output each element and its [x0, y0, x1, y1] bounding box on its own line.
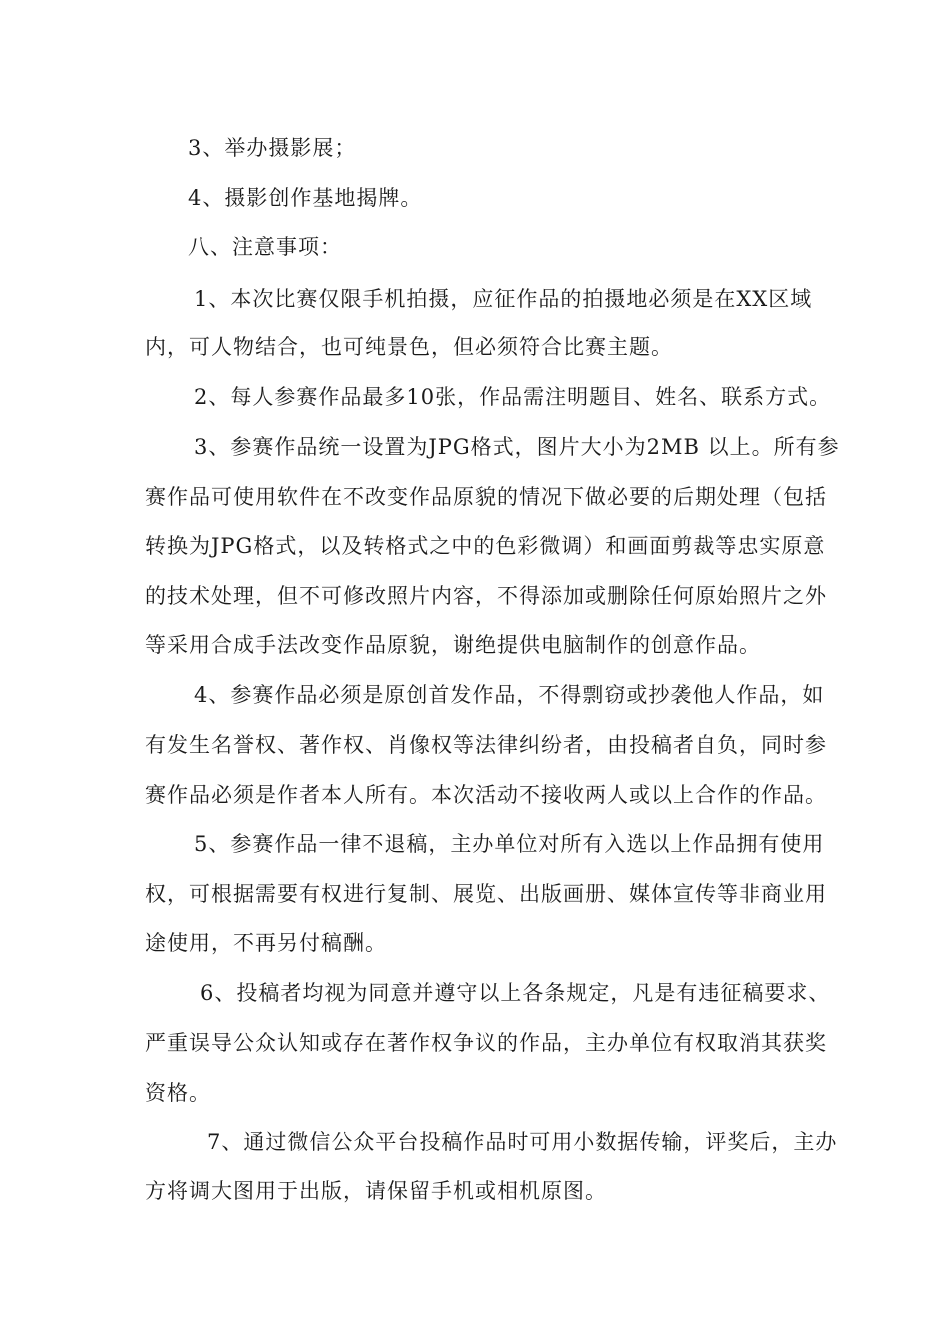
note-5-line-2: 权，可根据需要有权进行复制、展览、出版画册、媒体宣传等非商业用	[145, 882, 827, 906]
note-4-line-1: 4、参赛作品必须是原创首发作品，不得剽窃或抄袭他人作品，如	[194, 683, 825, 707]
section-heading-notes: 八、注意事项：	[188, 235, 342, 259]
note-3-line-3: 转换为JPG格式，以及转格式之中的色彩微调）和画面剪裁等忠实原意	[145, 534, 826, 558]
note-5-line-1: 5、参赛作品一律不退稿，主办单位对所有入选以上作品拥有使用	[194, 832, 825, 856]
note-3-line-5: 等采用合成手法改变作品原貌，谢绝提供电脑制作的创意作品。	[145, 633, 761, 657]
note-3-line-2: 赛作品可使用软件在不改变作品原貌的情况下做必要的后期处理（包括	[145, 485, 827, 509]
note-6-line-3: 资格。	[145, 1081, 211, 1105]
note-3-line-1: 3、参赛作品统一设置为JPG格式，图片大小为2MB 以上。所有参	[194, 435, 840, 459]
note-6-line-2: 严重误导公众认知或存在著作权争议的作品，主办单位有权取消其获奖	[145, 1031, 827, 1055]
note-2-line-1: 2、每人参赛作品最多10张，作品需注明题目、姓名、联系方式。	[194, 385, 832, 409]
note-1-line-1: 1、本次比赛仅限手机拍摄，应征作品的拍摄地必须是在XX区域	[194, 287, 813, 311]
note-7-line-1: 7、通过微信公众平台投稿作品时可用小数据传输，评奖后，主办	[207, 1130, 838, 1154]
note-7-line-2: 方将调大图用于出版，请保留手机或相机原图。	[145, 1179, 607, 1203]
note-4-line-2: 有发生名誉权、著作权、肖像权等法律纠纷者，由投稿者自负，同时参	[145, 733, 827, 757]
note-6-line-1: 6、投稿者均视为同意并遵守以上各条规定，凡是有违征稿要求、	[200, 981, 831, 1005]
note-3-line-4: 的技术处理，但不可修改照片内容，不得添加或删除任何原始照片之外	[145, 584, 827, 608]
note-4-line-3: 赛作品必须是作者本人所有。本次活动不接收两人或以上合作的作品。	[145, 783, 827, 807]
note-1-line-2: 内，可人物结合，也可纯景色，但必须符合比赛主题。	[145, 335, 673, 359]
list-item-base-unveiling: 4、摄影创作基地揭牌。	[188, 186, 423, 210]
note-5-line-3: 途使用，不再另付稿酬。	[145, 931, 387, 955]
list-item-exhibition: 3、举办摄影展；	[188, 136, 357, 160]
